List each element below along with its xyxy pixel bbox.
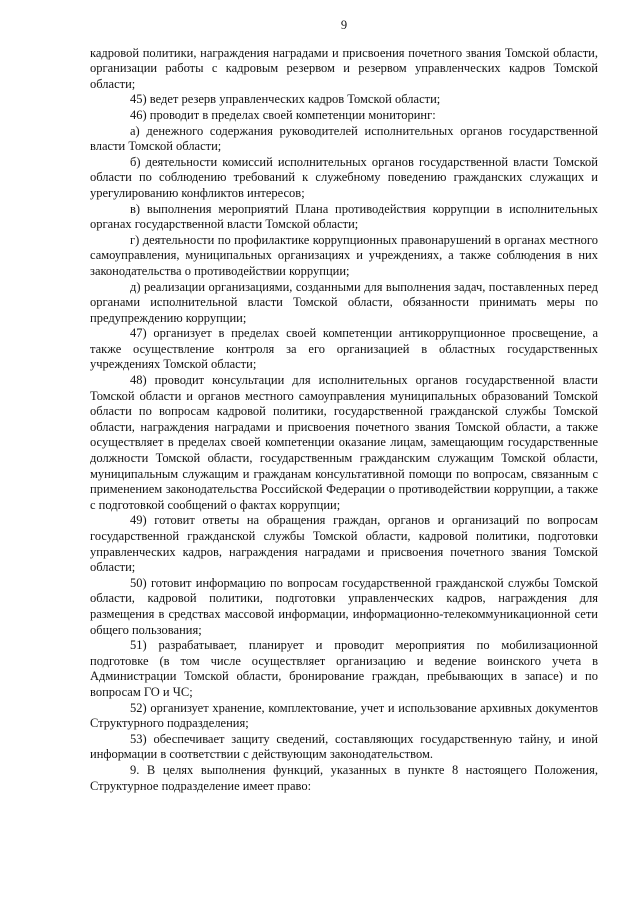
page-number: 9 xyxy=(340,18,348,32)
paragraph-item-53: 53) обеспечивает защиту сведений, составляющих государственную тайну, и иной информации в соответствии с действующим законодательством. xyxy=(90,731,598,762)
paragraph-subitem-b: б) деятельности комиссий исполнительных органов государственной власти Томской области по соблюдению требований к служебному поведению гражданских служащих и урегулированию конфликтов интересов; xyxy=(90,154,598,200)
paragraph-item-47: 47) организует в пределах своей компетенции антикоррупционное просвещение, а также осуществление контроля за его организацией в областных государственных учреждениях Томской области; xyxy=(90,326,598,372)
paragraph-subitem-d: д) реализации организациями, созданными для выполнения задач, поставленных перед органами исполнительной власти Томской области, обязанности принимать меры по предупреждению коррупции; xyxy=(90,279,598,325)
paragraph-subitem-v: в) выполнения мероприятий Плана противодействия коррупции в исполнительных органах государственной власти Томской области; xyxy=(90,201,598,232)
paragraph-item-51: 51) разрабатывает, планирует и проводит мероприятия по мобилизационной подготовке (в том числе осуществляет организацию и ведение воинского учета в Администрации Томской области, бронирование граждан, пребывающих в запасе) и по вопросам ГО и ЧС; xyxy=(90,638,598,699)
paragraph-item-52: 52) организует хранение, комплектование, учет и использование архивных документов Структурного подразделения; xyxy=(90,700,598,731)
paragraph-item-46: 46) проводит в пределах своей компетенции мониторинг: xyxy=(130,107,436,122)
paragraph-continuation: кадровой политики, награждения наградами и присвоения почетного звания Томской области, организации работы с кадровым резервом и резервом управленческих кадров Томской области; xyxy=(90,45,598,91)
paragraph-item-50: 50) готовит информацию по вопросам государственной гражданской службы Томской области, кадровой политики, подготовки управленческих кадров, награждения для размещения в средствах массовой информации, информационно-телекоммуникационной сети общего пользования; xyxy=(90,575,598,637)
paragraph-subitem-a: а) денежного содержания руководителей исполнительных органов государственной власти Томской области; xyxy=(90,123,598,154)
paragraph-item-48: 48) проводит консультации для исполнительных органов государственной власти Томской области и органов местного самоуправления муниципальных образований Томской области по вопросам кадровой политики, государственной гражданской службы Томской области, награждения наградами и присвоения почетного звания Томской области, а также осуществляет в пределах своей компетенции оказание лицам, замещающим государственные должности Томской области, государственным гражданским служащим Томской области, муниципальным служащим и гражданам консультативной помощи по вопросам, связанным с применением законодательства Российской Федерации о противодействии коррупции, а также с подготовкой сообщений о фактах коррупции; xyxy=(90,373,598,512)
paragraph-item-49: 49) готовит ответы на обращения граждан, органов и организаций по вопросам государственной гражданской службы Томской области, кадровой политики, подготовки управленческих кадров, награждения наградами и присвоения почетного звания Томской области; xyxy=(90,513,598,575)
paragraph-section-9: 9. В целях выполнения функций, указанных в пункте 8 настоящего Положения, Структурное подразделение имеет право: xyxy=(90,762,598,793)
paragraph-item-45: 45) ведет резерв управленческих кадров Томской области; xyxy=(130,92,441,107)
paragraph-subitem-g: г) деятельности по профилактике коррупционных правонарушений в органах местного самоуправления, муниципальных организациях и учреждениях, а также соблюдения в них законодательства о противодействии коррупции; xyxy=(90,232,598,278)
